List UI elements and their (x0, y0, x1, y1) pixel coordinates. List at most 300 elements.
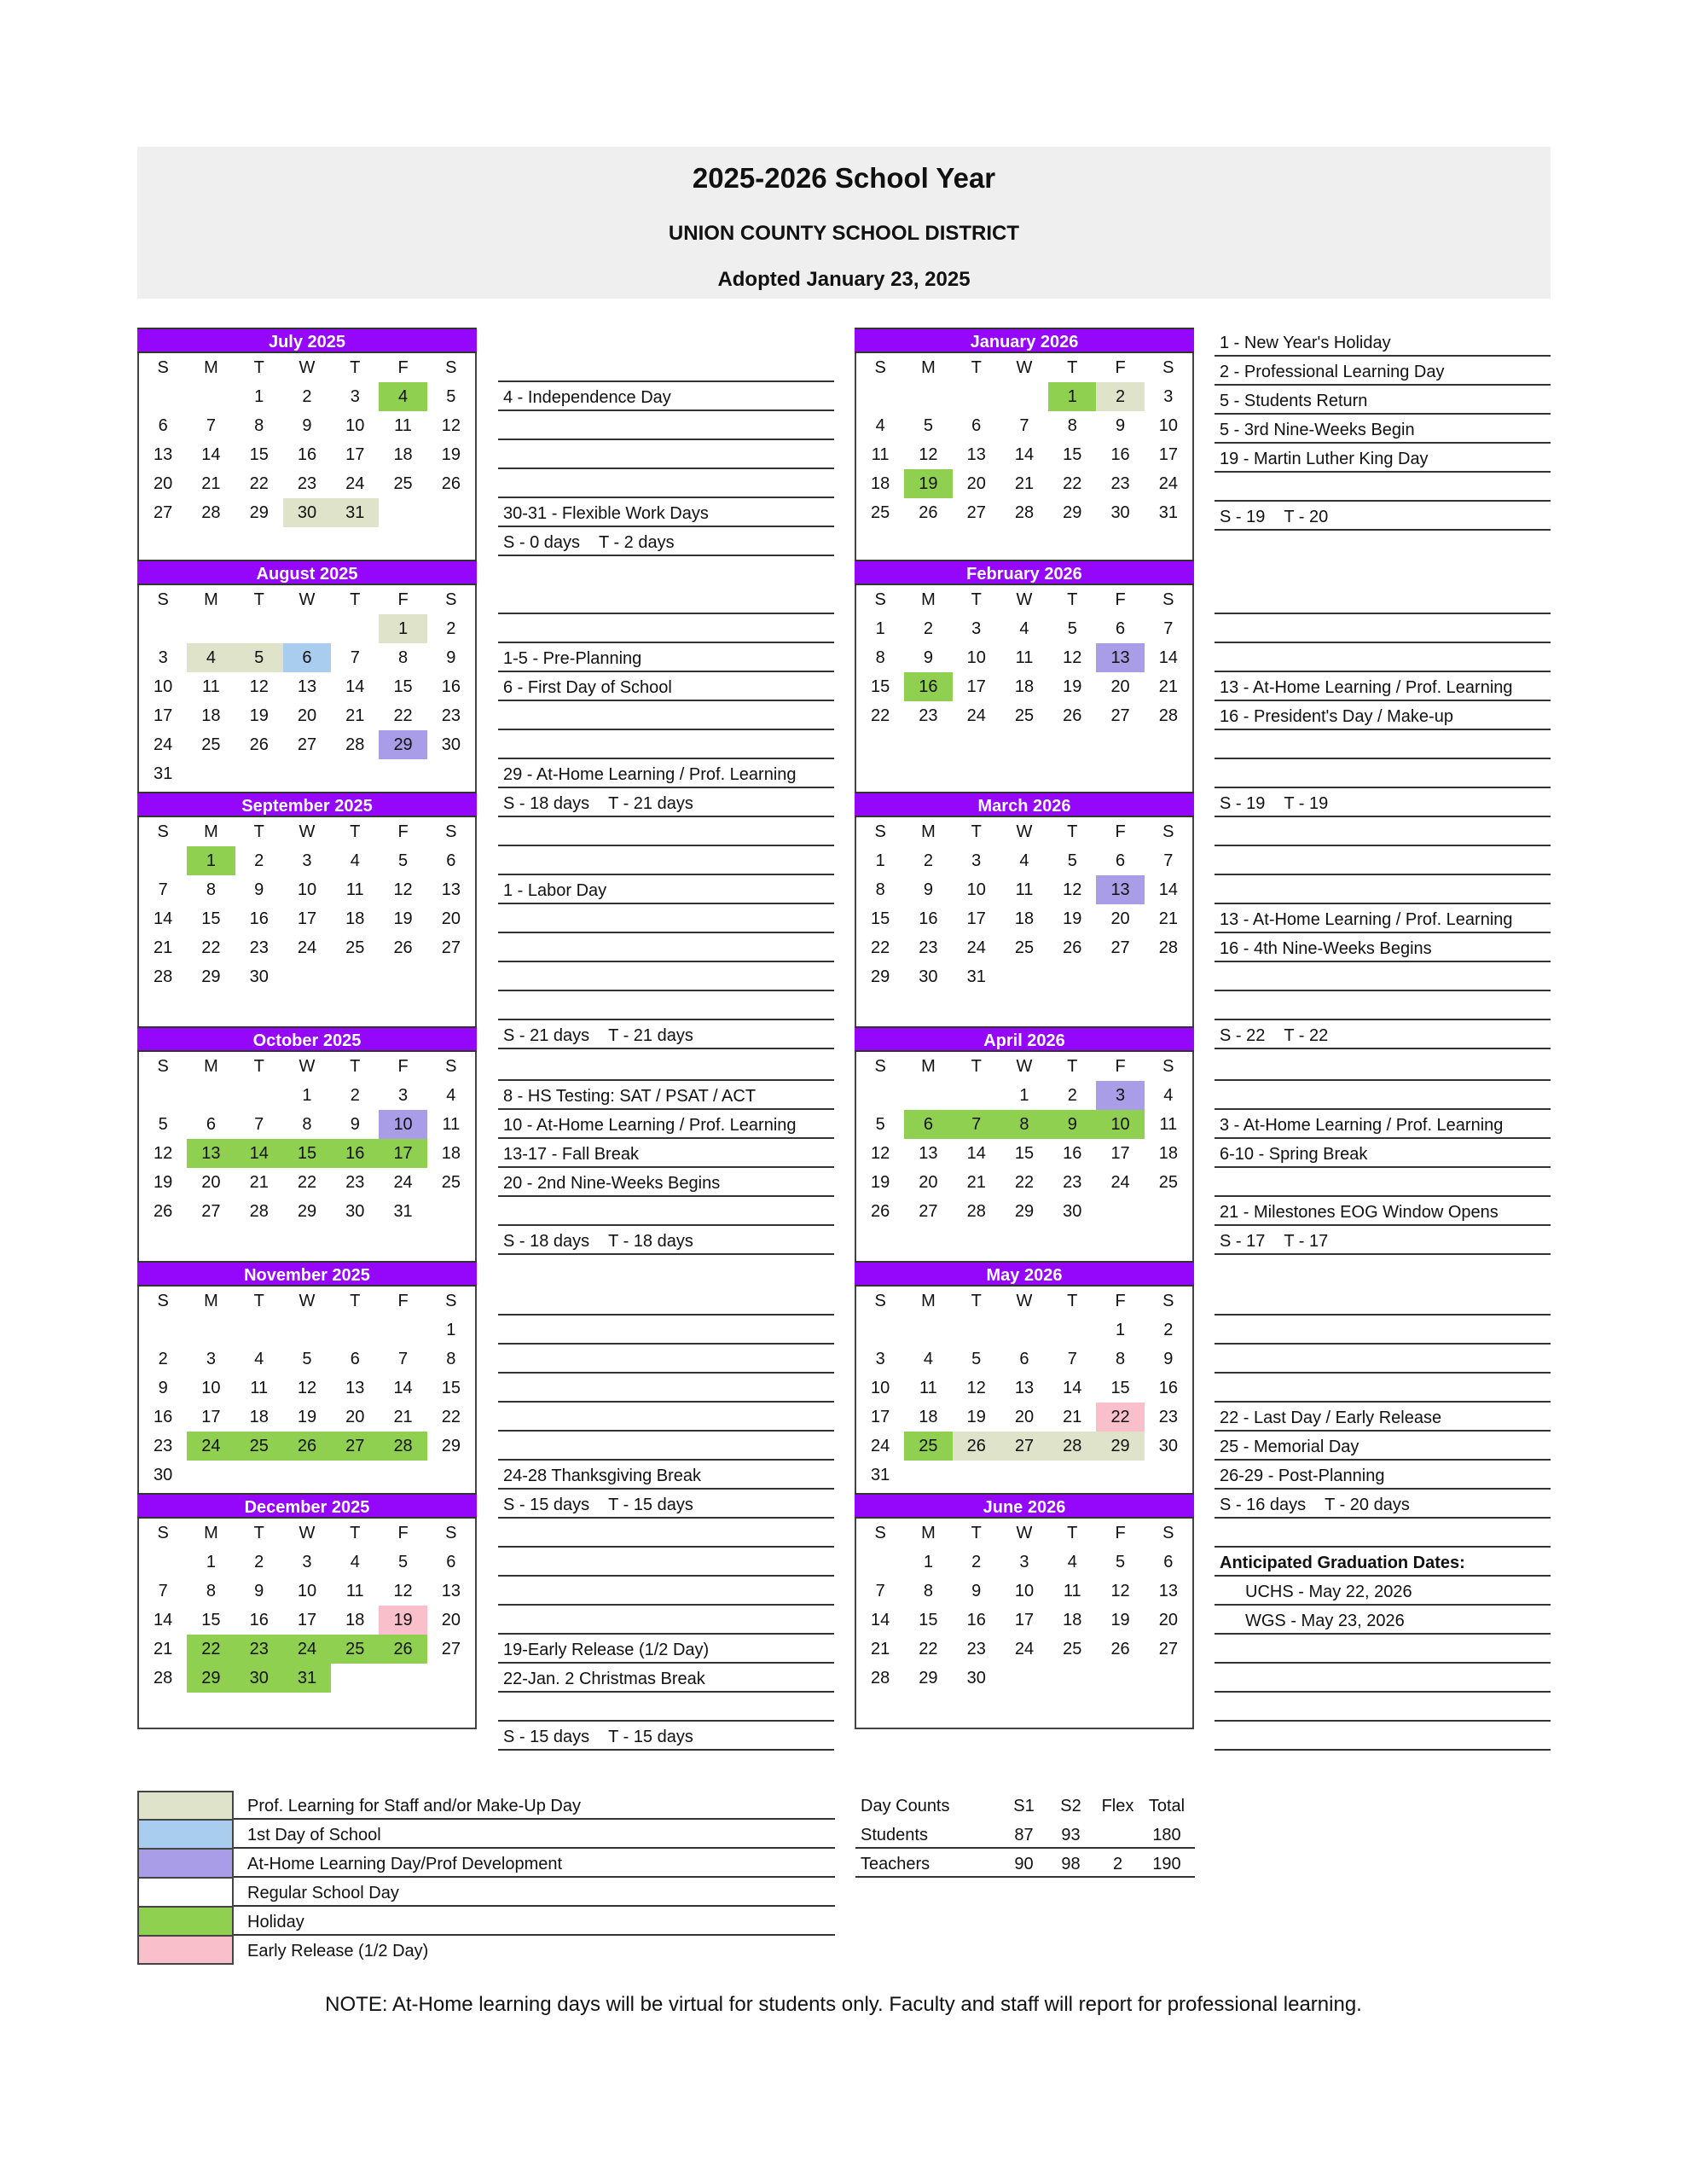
day-cell[interactable]: 15 (919, 1611, 938, 1629)
day-cell[interactable]: 21 (966, 1173, 986, 1192)
day-cell[interactable]: 10 (201, 1379, 221, 1397)
day-cell[interactable]: 13 (1096, 875, 1144, 904)
day-cell[interactable]: 20 (201, 1173, 221, 1192)
day-cell[interactable]: 16 (1110, 445, 1130, 464)
day-cell[interactable]: 7 (398, 1350, 409, 1368)
day-cell[interactable]: 23 (1158, 1408, 1178, 1426)
day-cell[interactable]: 21 (154, 1640, 173, 1658)
day-cell[interactable]: 26 (379, 1635, 426, 1664)
day-cell[interactable]: 5 (1116, 1553, 1126, 1571)
day-cell[interactable]: 31 (331, 498, 379, 527)
day-cell[interactable]: 15 (1110, 1379, 1130, 1397)
day-cell[interactable]: 7 (350, 648, 360, 667)
day-cell[interactable]: 18 (345, 909, 365, 928)
day-cell[interactable]: 3 (158, 648, 168, 667)
day-cell[interactable]: 18 (1063, 1611, 1082, 1629)
day-cell[interactable]: 17 (966, 909, 986, 928)
day-cell[interactable]: 27 (297, 735, 317, 754)
day-cell[interactable]: 18 (345, 1611, 365, 1629)
day-cell[interactable]: 1 (923, 1553, 933, 1571)
day-cell[interactable]: 16 (441, 677, 461, 696)
day-cell[interactable]: 17 (201, 1408, 221, 1426)
day-cell[interactable]: 24 (1158, 474, 1178, 493)
day-cell[interactable]: 26 (953, 1432, 1000, 1461)
day-cell[interactable]: 25 (1014, 706, 1035, 725)
day-cell[interactable]: 16 (1158, 1379, 1178, 1397)
day-cell[interactable]: 21 (871, 1640, 890, 1658)
day-cell[interactable]: 3 (1096, 1081, 1144, 1110)
day-cell[interactable]: 5 (1067, 619, 1077, 638)
day-cell[interactable]: 17 (297, 909, 317, 928)
day-cell[interactable]: 5 (398, 1553, 409, 1571)
day-cell[interactable]: 4 (1067, 1553, 1077, 1571)
day-cell[interactable]: 10 (1096, 1110, 1144, 1139)
day-cell[interactable]: 20 (297, 706, 317, 725)
day-cell[interactable]: 11 (202, 677, 220, 696)
day-cell[interactable]: 24 (187, 1432, 235, 1461)
day-cell[interactable]: 26 (919, 503, 938, 522)
day-cell[interactable]: 18 (1014, 909, 1035, 928)
day-cell[interactable]: 26 (283, 1432, 331, 1461)
day-cell[interactable]: 23 (966, 1640, 986, 1658)
day-cell[interactable]: 1 (1019, 1086, 1029, 1105)
day-cell[interactable]: 7 (206, 416, 216, 435)
day-cell[interactable]: 16 (1063, 1144, 1082, 1163)
day-cell[interactable]: 10 (345, 416, 365, 435)
day-cell[interactable]: 22 (1063, 474, 1082, 493)
day-cell[interactable]: 18 (1158, 1144, 1178, 1163)
day-cell[interactable]: 28 (201, 503, 221, 522)
day-cell[interactable]: 1 (875, 619, 885, 638)
day-cell[interactable]: 5 (971, 1350, 982, 1368)
day-cell[interactable]: 9 (1116, 416, 1126, 435)
day-cell[interactable]: 5 (446, 387, 456, 406)
day-cell[interactable]: 27 (1000, 1432, 1048, 1461)
day-cell[interactable]: 6 (446, 1553, 456, 1571)
day-cell[interactable]: 1 (446, 1321, 456, 1339)
day-cell[interactable]: 9 (923, 648, 933, 667)
day-cell[interactable]: 7 (158, 1582, 168, 1600)
day-cell[interactable]: 6 (904, 1110, 952, 1139)
day-cell[interactable]: 16 (249, 909, 269, 928)
day-cell[interactable]: 4 (923, 1350, 933, 1368)
day-cell[interactable]: 14 (1014, 445, 1035, 464)
day-cell[interactable]: 8 (1116, 1350, 1126, 1368)
day-cell[interactable]: 29 (249, 503, 269, 522)
day-cell[interactable]: 25 (441, 1173, 461, 1192)
day-cell[interactable]: 10 (966, 880, 986, 899)
day-cell[interactable]: 25 (331, 1635, 379, 1664)
day-cell[interactable]: 12 (1110, 1582, 1130, 1600)
day-cell[interactable]: 23 (235, 1635, 283, 1664)
day-cell[interactable]: 12 (393, 880, 413, 899)
day-cell[interactable]: 1 (379, 614, 426, 643)
day-cell[interactable]: 25 (1014, 938, 1035, 957)
day-cell[interactable]: 8 (254, 416, 264, 435)
day-cell[interactable]: 5 (1067, 851, 1077, 870)
day-cell[interactable]: 15 (393, 677, 413, 696)
day-cell[interactable]: 29 (871, 967, 890, 986)
day-cell[interactable]: 4 (446, 1086, 456, 1105)
day-cell[interactable]: 20 (919, 1173, 938, 1192)
day-cell[interactable]: 5 (158, 1115, 168, 1134)
day-cell[interactable]: 12 (966, 1379, 986, 1397)
day-cell[interactable]: 11 (345, 1582, 364, 1600)
day-cell[interactable]: 28 (379, 1432, 426, 1461)
day-cell[interactable]: 11 (1063, 1582, 1081, 1600)
day-cell[interactable]: 26 (1063, 706, 1082, 725)
day-cell[interactable]: 27 (919, 1202, 938, 1221)
day-cell[interactable]: 20 (345, 1408, 365, 1426)
day-cell[interactable]: 8 (1000, 1110, 1048, 1139)
day-cell[interactable]: 26 (249, 735, 269, 754)
day-cell[interactable]: 6 (971, 416, 982, 435)
day-cell[interactable]: 7 (1019, 416, 1029, 435)
day-cell[interactable]: 19 (393, 909, 413, 928)
day-cell[interactable]: 2 (254, 851, 264, 870)
day-cell[interactable]: 2 (923, 619, 933, 638)
day-cell[interactable]: 14 (871, 1611, 890, 1629)
day-cell[interactable]: 14 (154, 909, 173, 928)
day-cell[interactable]: 9 (254, 1582, 264, 1600)
day-cell[interactable]: 28 (345, 735, 365, 754)
day-cell[interactable]: 23 (154, 1437, 173, 1455)
day-cell[interactable]: 19 (1110, 1611, 1130, 1629)
day-cell[interactable]: 28 (1158, 706, 1178, 725)
day-cell[interactable]: 24 (297, 938, 317, 957)
day-cell[interactable]: 13 (919, 1144, 938, 1163)
day-cell[interactable]: 4 (1019, 619, 1029, 638)
day-cell[interactable]: 15 (201, 1611, 221, 1629)
day-cell[interactable]: 2 (158, 1350, 168, 1368)
day-cell[interactable]: 8 (875, 880, 885, 899)
day-cell[interactable]: 21 (154, 938, 173, 957)
day-cell[interactable]: 13 (297, 677, 317, 696)
day-cell[interactable]: 26 (154, 1202, 173, 1221)
day-cell[interactable]: 12 (297, 1379, 317, 1397)
day-cell[interactable]: 6 (1163, 1553, 1174, 1571)
day-cell[interactable]: 29 (919, 1669, 938, 1687)
day-cell[interactable]: 10 (1158, 416, 1178, 435)
day-cell[interactable]: 20 (441, 1611, 461, 1629)
day-cell[interactable]: 24 (1014, 1640, 1035, 1658)
day-cell[interactable]: 11 (442, 1115, 461, 1134)
day-cell[interactable]: 1 (1116, 1321, 1126, 1339)
day-cell[interactable]: 23 (441, 706, 461, 725)
day-cell[interactable]: 6 (1019, 1350, 1029, 1368)
day-cell[interactable]: 12 (393, 1582, 413, 1600)
day-cell[interactable]: 11 (919, 1379, 937, 1397)
day-cell[interactable]: 4 (875, 416, 885, 435)
day-cell[interactable]: 22 (187, 1635, 235, 1664)
day-cell[interactable]: 12 (154, 1144, 173, 1163)
day-cell[interactable]: 21 (1158, 677, 1178, 696)
day-cell[interactable]: 22 (871, 938, 890, 957)
day-cell[interactable]: 22 (871, 706, 890, 725)
day-cell[interactable]: 20 (441, 909, 461, 928)
day-cell[interactable]: 16 (297, 445, 317, 464)
day-cell[interactable]: 11 (345, 880, 364, 899)
day-cell[interactable]: 23 (919, 706, 938, 725)
day-cell[interactable]: 24 (345, 474, 365, 493)
day-cell[interactable]: 19 (441, 445, 461, 464)
day-cell[interactable]: 7 (1163, 851, 1174, 870)
day-cell[interactable]: 22 (201, 938, 221, 957)
day-cell[interactable]: 27 (1110, 706, 1130, 725)
day-cell[interactable]: 30 (1063, 1202, 1082, 1221)
day-cell[interactable]: 16 (966, 1611, 986, 1629)
day-cell[interactable]: 10 (1014, 1582, 1035, 1600)
day-cell[interactable]: 1 (187, 846, 235, 875)
day-cell[interactable]: 15 (871, 909, 890, 928)
day-cell[interactable]: 24 (283, 1635, 331, 1664)
day-cell[interactable]: 13 (966, 445, 986, 464)
day-cell[interactable]: 21 (201, 474, 221, 493)
day-cell[interactable]: 18 (393, 445, 413, 464)
day-cell[interactable]: 14 (345, 677, 365, 696)
day-cell[interactable]: 24 (966, 938, 986, 957)
day-cell[interactable]: 29 (1063, 503, 1082, 522)
day-cell[interactable]: 7 (875, 1582, 885, 1600)
day-cell[interactable]: 25 (904, 1432, 952, 1461)
day-cell[interactable]: 30 (966, 1669, 986, 1687)
day-cell[interactable]: 9 (446, 648, 456, 667)
day-cell[interactable]: 30 (919, 967, 938, 986)
day-cell[interactable]: 28 (154, 967, 173, 986)
day-cell[interactable]: 1 (302, 1086, 312, 1105)
day-cell[interactable]: 16 (331, 1139, 379, 1168)
day-cell[interactable]: 19 (871, 1173, 890, 1192)
day-cell[interactable]: 17 (1110, 1144, 1130, 1163)
day-cell[interactable]: 18 (871, 474, 890, 493)
day-cell[interactable]: 23 (345, 1173, 365, 1192)
day-cell[interactable]: 20 (154, 474, 173, 493)
day-cell[interactable]: 16 (904, 672, 952, 701)
day-cell[interactable]: 25 (393, 474, 413, 493)
day-cell[interactable]: 1 (254, 387, 264, 406)
day-cell[interactable]: 5 (923, 416, 933, 435)
day-cell[interactable]: 12 (1063, 880, 1082, 899)
day-cell[interactable]: 1 (875, 851, 885, 870)
day-cell[interactable]: 6 (350, 1350, 360, 1368)
day-cell[interactable]: 15 (1014, 1144, 1035, 1163)
day-cell[interactable]: 12 (919, 445, 938, 464)
day-cell[interactable]: 25 (871, 503, 890, 522)
day-cell[interactable]: 13 (1158, 1582, 1178, 1600)
day-cell[interactable]: 10 (297, 1582, 317, 1600)
day-cell[interactable]: 2 (923, 851, 933, 870)
day-cell[interactable]: 27 (966, 503, 986, 522)
day-cell[interactable]: 17 (871, 1408, 890, 1426)
day-cell[interactable]: 2 (1067, 1086, 1077, 1105)
day-cell[interactable]: 4 (1019, 851, 1029, 870)
day-cell[interactable]: 11 (394, 416, 412, 435)
day-cell[interactable]: 21 (1063, 1408, 1082, 1426)
day-cell[interactable]: 20 (1110, 909, 1130, 928)
day-cell[interactable]: 8 (875, 648, 885, 667)
day-cell[interactable]: 30 (249, 967, 269, 986)
day-cell[interactable]: 22 (919, 1640, 938, 1658)
day-cell[interactable]: 28 (1158, 938, 1178, 957)
day-cell[interactable]: 10 (297, 880, 317, 899)
day-cell[interactable]: 8 (302, 1115, 312, 1134)
day-cell[interactable]: 20 (1110, 677, 1130, 696)
day-cell[interactable]: 2 (254, 1553, 264, 1571)
day-cell[interactable]: 28 (966, 1202, 986, 1221)
day-cell[interactable]: 9 (1048, 1110, 1096, 1139)
day-cell[interactable]: 10 (154, 677, 173, 696)
day-cell[interactable]: 11 (1159, 1115, 1178, 1134)
day-cell[interactable]: 17 (1014, 1611, 1035, 1629)
day-cell[interactable]: 11 (871, 445, 890, 464)
day-cell[interactable]: 22 (441, 1408, 461, 1426)
day-cell[interactable]: 3 (206, 1350, 216, 1368)
day-cell[interactable]: 15 (871, 677, 890, 696)
day-cell[interactable]: 15 (441, 1379, 461, 1397)
day-cell[interactable]: 14 (393, 1379, 413, 1397)
day-cell[interactable]: 29 (187, 1664, 235, 1693)
day-cell[interactable]: 27 (441, 1640, 461, 1658)
day-cell[interactable]: 31 (1158, 503, 1178, 522)
day-cell[interactable]: 14 (1158, 648, 1178, 667)
day-cell[interactable]: 29 (297, 1202, 317, 1221)
day-cell[interactable]: 2 (971, 1553, 982, 1571)
day-cell[interactable]: 3 (971, 851, 982, 870)
day-cell[interactable]: 7 (158, 880, 168, 899)
day-cell[interactable]: 28 (249, 1202, 269, 1221)
day-cell[interactable]: 5 (875, 1115, 885, 1134)
day-cell[interactable]: 6 (446, 851, 456, 870)
day-cell[interactable]: 27 (1158, 1640, 1178, 1658)
day-cell[interactable]: 8 (1067, 416, 1077, 435)
day-cell[interactable]: 13 (1096, 643, 1144, 672)
day-cell[interactable]: 25 (1063, 1640, 1082, 1658)
day-cell[interactable]: 3 (302, 851, 312, 870)
day-cell[interactable]: 3 (398, 1086, 409, 1105)
day-cell[interactable]: 29 (441, 1437, 461, 1455)
day-cell[interactable]: 29 (379, 730, 426, 759)
day-cell[interactable]: 27 (154, 503, 173, 522)
day-cell[interactable]: 20 (966, 474, 986, 493)
day-cell[interactable]: 24 (871, 1437, 890, 1455)
day-cell[interactable]: 27 (441, 938, 461, 957)
day-cell[interactable]: 25 (1158, 1173, 1178, 1192)
day-cell[interactable]: 7 (953, 1110, 1000, 1139)
day-cell[interactable]: 23 (919, 938, 938, 957)
day-cell[interactable]: 21 (393, 1408, 413, 1426)
day-cell[interactable]: 18 (249, 1408, 269, 1426)
day-cell[interactable]: 21 (1158, 909, 1178, 928)
day-cell[interactable]: 17 (1158, 445, 1178, 464)
day-cell[interactable]: 3 (350, 387, 360, 406)
day-cell[interactable]: 17 (379, 1139, 426, 1168)
day-cell[interactable]: 18 (201, 706, 221, 725)
day-cell[interactable]: 21 (345, 706, 365, 725)
day-cell[interactable]: 20 (1158, 1611, 1178, 1629)
day-cell[interactable]: 6 (158, 416, 168, 435)
day-cell[interactable]: 21 (249, 1173, 269, 1192)
day-cell[interactable]: 23 (1110, 474, 1130, 493)
day-cell[interactable]: 4 (254, 1350, 264, 1368)
day-cell[interactable]: 22 (249, 474, 269, 493)
day-cell[interactable]: 6 (1116, 619, 1126, 638)
day-cell[interactable]: 4 (350, 851, 360, 870)
day-cell[interactable]: 3 (1163, 387, 1174, 406)
day-cell[interactable]: 14 (1063, 1379, 1082, 1397)
day-cell[interactable]: 13 (441, 880, 461, 899)
day-cell[interactable]: 26 (393, 938, 413, 957)
day-cell[interactable]: 9 (350, 1115, 360, 1134)
day-cell[interactable]: 12 (249, 677, 269, 696)
day-cell[interactable]: 14 (154, 1611, 173, 1629)
day-cell[interactable]: 24 (966, 706, 986, 725)
day-cell[interactable]: 16 (154, 1408, 173, 1426)
day-cell[interactable]: 10 (379, 1110, 426, 1139)
day-cell[interactable]: 7 (1163, 619, 1174, 638)
day-cell[interactable]: 19 (154, 1173, 173, 1192)
day-cell[interactable]: 19 (904, 469, 952, 498)
day-cell[interactable]: 17 (345, 445, 365, 464)
day-cell[interactable]: 3 (971, 619, 982, 638)
day-cell[interactable]: 21 (1014, 474, 1035, 493)
day-cell[interactable]: 27 (1110, 938, 1130, 957)
day-cell[interactable]: 19 (379, 1606, 426, 1635)
day-cell[interactable]: 28 (871, 1669, 890, 1687)
day-cell[interactable]: 9 (254, 880, 264, 899)
day-cell[interactable]: 31 (871, 1466, 890, 1484)
day-cell[interactable]: 29 (1096, 1432, 1144, 1461)
day-cell[interactable]: 25 (235, 1432, 283, 1461)
day-cell[interactable]: 30 (154, 1466, 173, 1484)
day-cell[interactable]: 1 (1048, 382, 1096, 411)
day-cell[interactable]: 11 (250, 1379, 269, 1397)
day-cell[interactable]: 23 (297, 474, 317, 493)
day-cell[interactable]: 30 (441, 735, 461, 754)
day-cell[interactable]: 12 (441, 416, 461, 435)
day-cell[interactable]: 3 (1019, 1553, 1029, 1571)
day-cell[interactable]: 26 (1063, 938, 1082, 957)
day-cell[interactable]: 14 (235, 1139, 283, 1168)
day-cell[interactable]: 4 (1163, 1086, 1174, 1105)
day-cell[interactable]: 8 (923, 1582, 933, 1600)
day-cell[interactable]: 4 (350, 1553, 360, 1571)
day-cell[interactable]: 18 (1014, 677, 1035, 696)
day-cell[interactable]: 28 (1048, 1432, 1096, 1461)
day-cell[interactable]: 18 (441, 1144, 461, 1163)
day-cell[interactable]: 2 (1163, 1321, 1174, 1339)
day-cell[interactable]: 4 (379, 382, 426, 411)
day-cell[interactable]: 5 (302, 1350, 312, 1368)
day-cell[interactable]: 14 (1158, 880, 1178, 899)
day-cell[interactable]: 8 (206, 880, 216, 899)
day-cell[interactable]: 23 (249, 938, 269, 957)
day-cell[interactable]: 29 (201, 967, 221, 986)
day-cell[interactable]: 17 (966, 677, 986, 696)
day-cell[interactable]: 18 (919, 1408, 938, 1426)
day-cell[interactable]: 17 (154, 706, 173, 725)
day-cell[interactable]: 26 (871, 1202, 890, 1221)
day-cell[interactable]: 20 (1014, 1408, 1035, 1426)
day-cell[interactable]: 31 (966, 967, 986, 986)
day-cell[interactable]: 4 (187, 643, 235, 672)
day-cell[interactable]: 17 (297, 1611, 317, 1629)
day-cell[interactable]: 7 (254, 1115, 264, 1134)
day-cell[interactable]: 30 (1110, 503, 1130, 522)
day-cell[interactable]: 3 (875, 1350, 885, 1368)
day-cell[interactable]: 19 (249, 706, 269, 725)
day-cell[interactable]: 6 (206, 1115, 216, 1134)
day-cell[interactable]: 19 (1063, 909, 1082, 928)
